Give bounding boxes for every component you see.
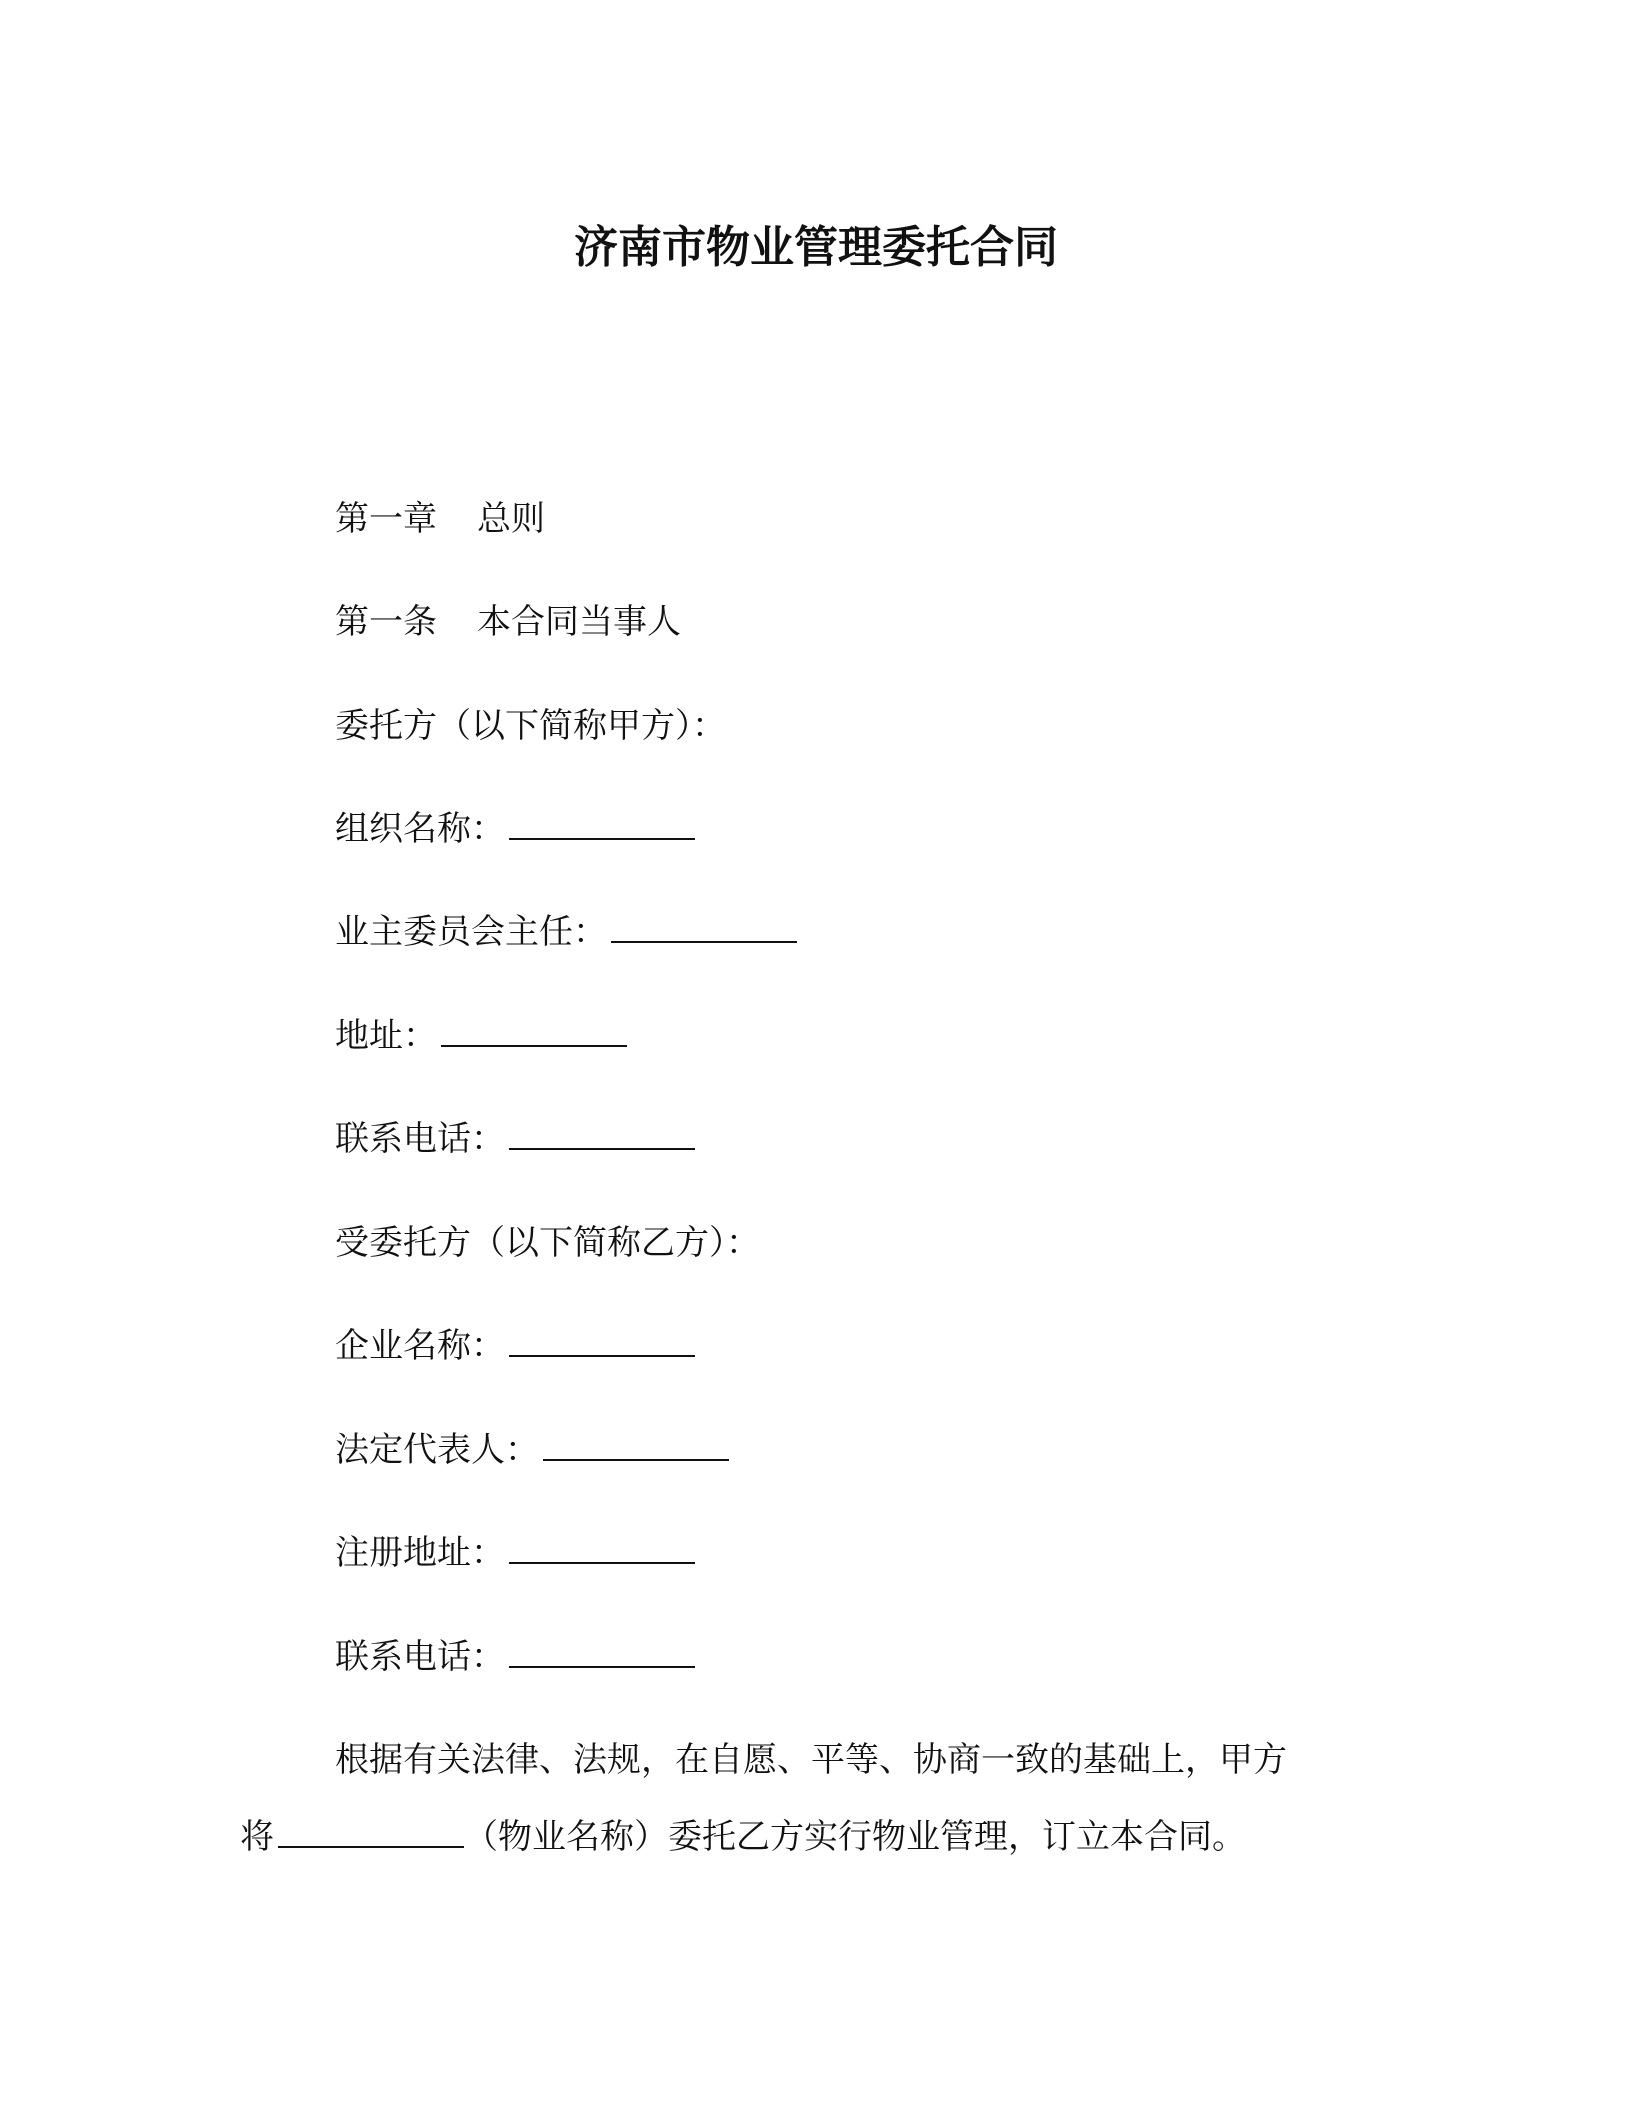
paragraph-suffix: （物业名称）委托乙方实行物业管理，订立本合同。 (464, 1817, 1246, 1857)
field-label: 业主委员会主任： (335, 912, 607, 952)
paragraph-line-2 (240, 1814, 1246, 1860)
party-b-registered-address-field (335, 1530, 695, 1576)
party-a-phone-field (335, 1116, 695, 1162)
field-label: 联系电话： (335, 1637, 505, 1677)
address-blank[interactable] (441, 1015, 627, 1047)
org-name-blank[interactable] (509, 808, 695, 840)
property-name-blank[interactable] (278, 1816, 464, 1848)
paragraph-line-1: 根据有关法律、法规，在自愿、平等、协商一致的基础上，甲方 (335, 1740, 1287, 1780)
party-b-heading: 受委托方（以下简称乙方）： (335, 1223, 760, 1263)
chapter-heading (335, 496, 545, 542)
party-a-director-field (335, 909, 797, 955)
director-blank[interactable] (611, 911, 797, 943)
article-name: 本合同当事人 (477, 602, 681, 642)
field-label: 联系电话： (335, 1119, 505, 1159)
paragraph-prefix: 将 (240, 1817, 274, 1857)
chapter-number: 第一章 (335, 499, 437, 539)
party-b-legal-rep-field (335, 1427, 729, 1473)
chapter-name: 总则 (477, 499, 545, 539)
party-b-phone-field (335, 1634, 695, 1680)
document-title: 济南市物业管理委托合同 (574, 222, 1058, 273)
party-b-company-name-field (335, 1323, 695, 1369)
field-label: 组织名称： (335, 809, 505, 849)
registered-address-blank[interactable] (509, 1532, 695, 1564)
phone-blank[interactable] (509, 1118, 695, 1150)
article-number: 第一条 (335, 602, 437, 642)
field-label: 地址： (335, 1016, 437, 1056)
party-a-address-field (335, 1013, 627, 1059)
party-a-org-name-field (335, 806, 695, 852)
field-label: 法定代表人： (335, 1430, 539, 1470)
field-label: 注册地址： (335, 1533, 505, 1573)
company-name-blank[interactable] (509, 1325, 695, 1357)
field-label: 企业名称： (335, 1326, 505, 1366)
article-heading (335, 599, 681, 645)
legal-rep-blank[interactable] (543, 1429, 729, 1461)
party-a-heading: 委托方（以下简称甲方）： (335, 706, 726, 746)
phone-blank[interactable] (509, 1636, 695, 1668)
